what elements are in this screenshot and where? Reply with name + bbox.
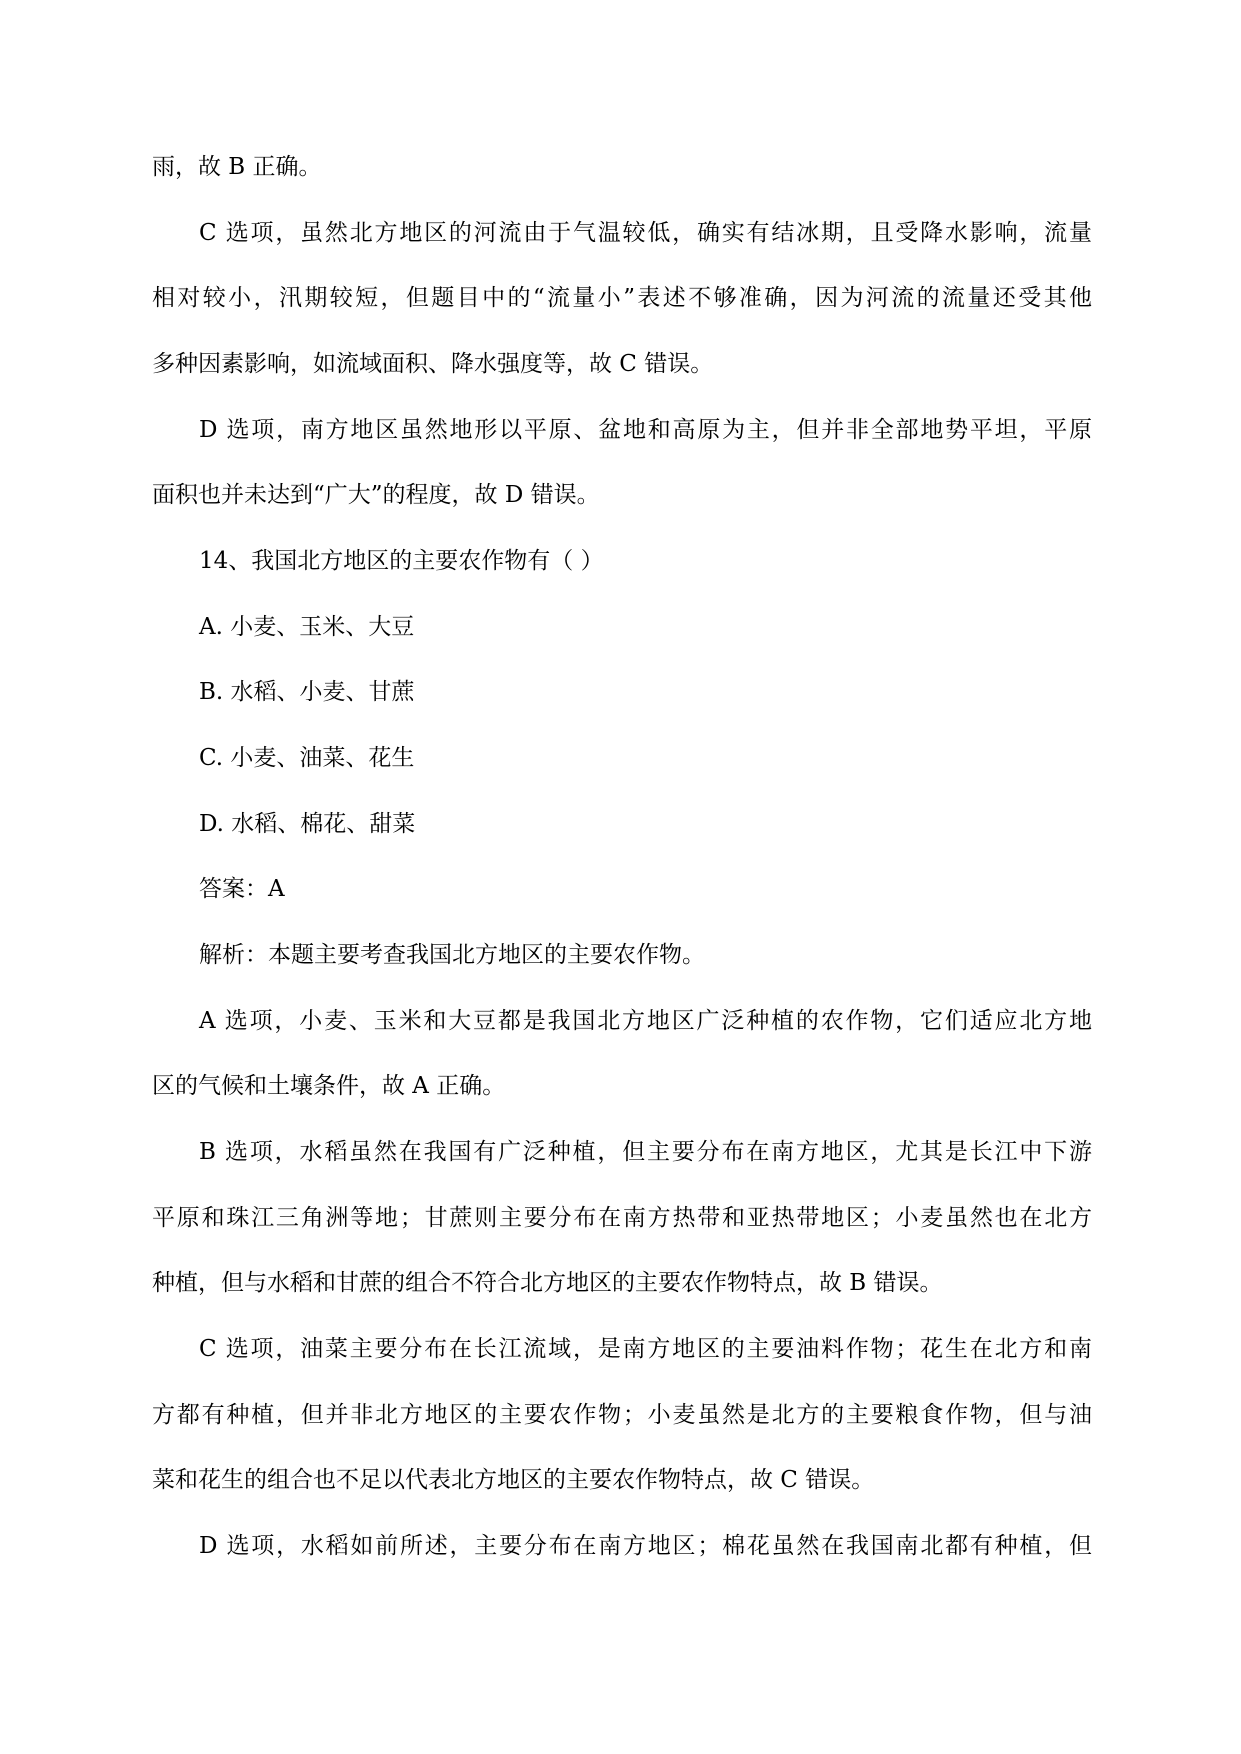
text-line: 雨，故 B 正确。	[152, 154, 322, 180]
text-line: 平原和珠江三角洲等地；甘蔗则主要分布在南方热带和亚热带地区；小麦虽然也在北方	[152, 1205, 1092, 1231]
text-line: C 选项，虽然北方地区的河流由于气温较低，确实有结冰期，且受降水影响，流量	[199, 220, 1092, 246]
text-line: 面积也并未达到“广大”的程度，故 D 错误。	[152, 482, 600, 508]
text-line: 种植，但与水稻和甘蔗的组合不符合北方地区的主要农作物特点，故 B 错误。	[152, 1270, 943, 1296]
answer: 答案：A	[199, 876, 285, 902]
text-line: 多种因素影响，如流域面积、降水强度等，故 C 错误。	[152, 351, 714, 377]
text-line: C 选项，油菜主要分布在长江流域，是南方地区的主要油料作物；花生在北方和南	[199, 1336, 1092, 1362]
text-line: D 选项，水稻如前所述，主要分布在南方地区；棉花虽然在我国南北都有种植，但	[199, 1533, 1092, 1559]
option-b: B. 水稻、小麦、甘蔗	[199, 679, 415, 705]
option-d: D. 水稻、棉花、甜菜	[199, 811, 416, 837]
text-line: A 选项，小麦、玉米和大豆都是我国北方地区广泛种植的农作物，它们适应北方地	[199, 1008, 1092, 1034]
text-line: 相对较小，汛期较短，但题目中的“流量小”表述不够准确，因为河流的流量还受其他	[152, 285, 1092, 311]
text-line: 方都有种植，但并非北方地区的主要农作物；小麦虽然是北方的主要粮食作物，但与油	[152, 1402, 1092, 1428]
question-title: 14、我国北方地区的主要农作物有（ ）	[199, 548, 604, 574]
option-c: C. 小麦、油菜、花生	[199, 745, 415, 771]
text-line: D 选项，南方地区虽然地形以平原、盆地和高原为主，但并非全部地势平坦，平原	[199, 417, 1092, 443]
text-line: B 选项，水稻虽然在我国有广泛种植，但主要分布在南方地区，尤其是长江中下游	[199, 1139, 1092, 1165]
text-line: 菜和花生的组合也不足以代表北方地区的主要农作物特点，故 C 错误。	[152, 1467, 875, 1493]
analysis-intro: 解析：本题主要考查我国北方地区的主要农作物。	[199, 942, 705, 968]
option-a: A. 小麦、玉米、大豆	[199, 614, 415, 640]
text-line: 区的气候和土壤条件，故 A 正确。	[152, 1073, 506, 1099]
